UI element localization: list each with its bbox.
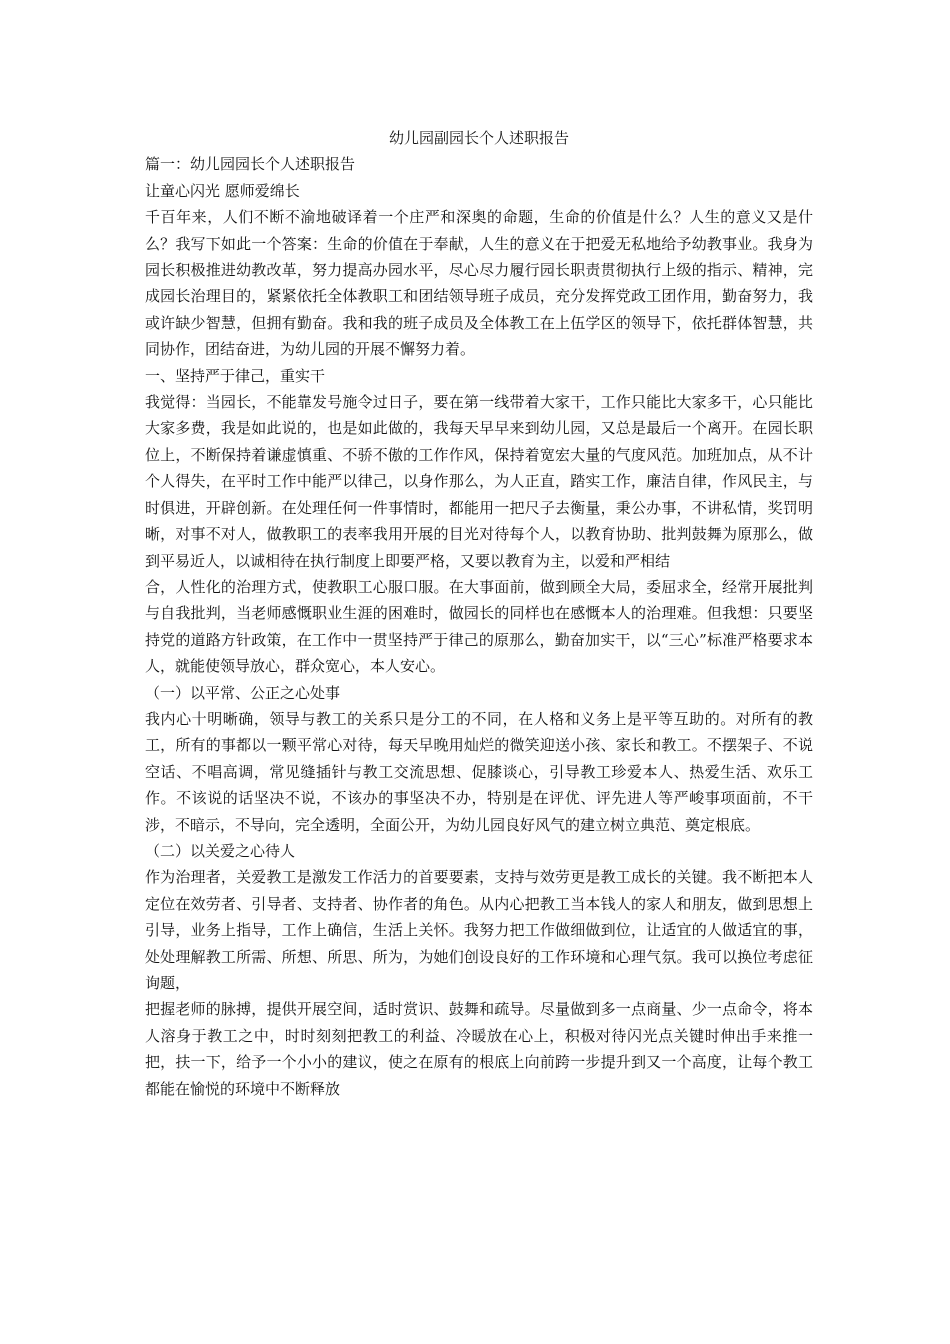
document-title: 幼儿园副园长个人述职报告 <box>388 129 569 147</box>
subsection-heading-2: （二）以关爱之心待人 <box>145 841 296 860</box>
subsection-2-paragraph-a: 作为治理者，关爱教工是激发工作活力的首要要素，支持与效劳更是教工成长的关键。我不断把本人定位在效劳者、引导者、支持者、协作者的角色。从内心把教工当本钱人的家人和朋友，做到思想上引导，业务上指导，工作上确信，生活上关怀。我努力把工作做细做到位，让适宜的人做适宜的事，处处理解教工所需、所想、所思、所为，为她们创设良好的工作环境和心理气氛。我可以换位考虑征询题， <box>145 868 813 992</box>
subsection-1-paragraph: 我内心十明晰确，领导与教工的关系只是分工的不同，在人格和义务上是平等互助的。对所有的教工，所有的事都以一颗平常心对待，每天早晚用灿烂的微笑迎送小孩、家长和教工。不摆架子、不说空话、不唱高调，常见缝插针与教工交流思想、促膝谈心，引导教工珍爱本人、热爱生活、欢乐工作。不该说的话坚决不说，不该办的事坚决不办，特别是在评优、评先进人等严峻事项面前，不干涉，不暗示，不导向，完全透明，全面公开，为幼儿园良好风气的建立树立典范、奠定根底。 <box>145 709 813 834</box>
section-1-paragraph-a: 我觉得：当园长，不能靠发号施令过日子，要在第一线带着大家干，工作只能比大家多干，心只能比大家多费，我是如此说的，也是如此做的，我每天早早来到幼儿园，又总是最后一个离开。在园长职位上，不断保持着谦虚慎重、不骄不傲的工作作风，保持着宽宏大量的气度风范。加班加点，从不计个人得失，在平时工作中能严以律己，以身作那么，为人正直，踏实工作，廉洁自律，作风民主，与时俱进，开辟创新。在处理任何一件事情时，都能用一把尺子去衡量，秉公办事，不讲私情，奖罚明晰，对事不对人，做教职工的表率我用开展的目光对待每个人，以教育协助、批判鼓舞为原那么，做到平易近人，以诚相待在执行制度上即要严格，又要以教育为主，以爱和严相结 <box>145 393 813 570</box>
section-heading-1: 一、坚持严于律己，重实干 <box>145 366 326 385</box>
subsection-heading-1: （一）以平常、公正之心处事 <box>145 683 341 702</box>
subsection-2-paragraph-b: 把握老师的脉搏，提供开展空间，适时赏识、鼓舞和疏导。尽量做到多一点商量、少一点命令，将本人溶身于教工之中，时时刻刻把教工的利益、冷暖放在心上，积极对待闪光点关键时伸出手来推一把，扶一下，给予一个小小的建议，使之在原有的根底上向前跨一步提升到又一个高度，让每个教工都能在愉悦的环境中不断释放 <box>145 1000 813 1098</box>
section-1-paragraph-b: 合，人性化的治理方式，使教职工心服口服。在大事面前，做到顾全大局，委屈求全，经常开展批判与自我批判，当老师感慨职业生涯的困难时，做园长的同样也在感慨本人的治理难。但我想：只要坚持党的道路方针政策，在工作中一贯坚持严于律己的原那么，勤奋加实干，以“三心”标准严格要求本人，就能使领导放心，群众宽心，本人安心。 <box>145 577 813 676</box>
subtitle: 让童心闪光 愿师爱绵长 <box>145 181 300 200</box>
intro-paragraph: 千百年来，人们不断不渝地破译着一个庄严和深奥的命题，生命的价值是什么？人生的意义又是什么？我写下如此一个答案：生命的价值在于奉献，人生的意义在于把爱无私地给予幼教事业。我身为园长积极推进幼教改革，努力提高办园水平，尽心尽力履行园长职责贯彻执行上级的指示、精神，完成园长治理目的，紧紧依托全体教职工和团结领导班子成员，充分发挥党政工团作用，勤奋努力，我或许缺少智慧，但拥有勤奋。我和我的班子成员及全体教工在上伍学区的领导下，依托群体智慧，共同协作，团结奋进，为幼儿园的开展不懈努力着。 <box>145 208 813 359</box>
part-heading: 篇一：幼儿园园长个人述职报告 <box>145 155 356 174</box>
document-content <box>145 125 813 1102</box>
